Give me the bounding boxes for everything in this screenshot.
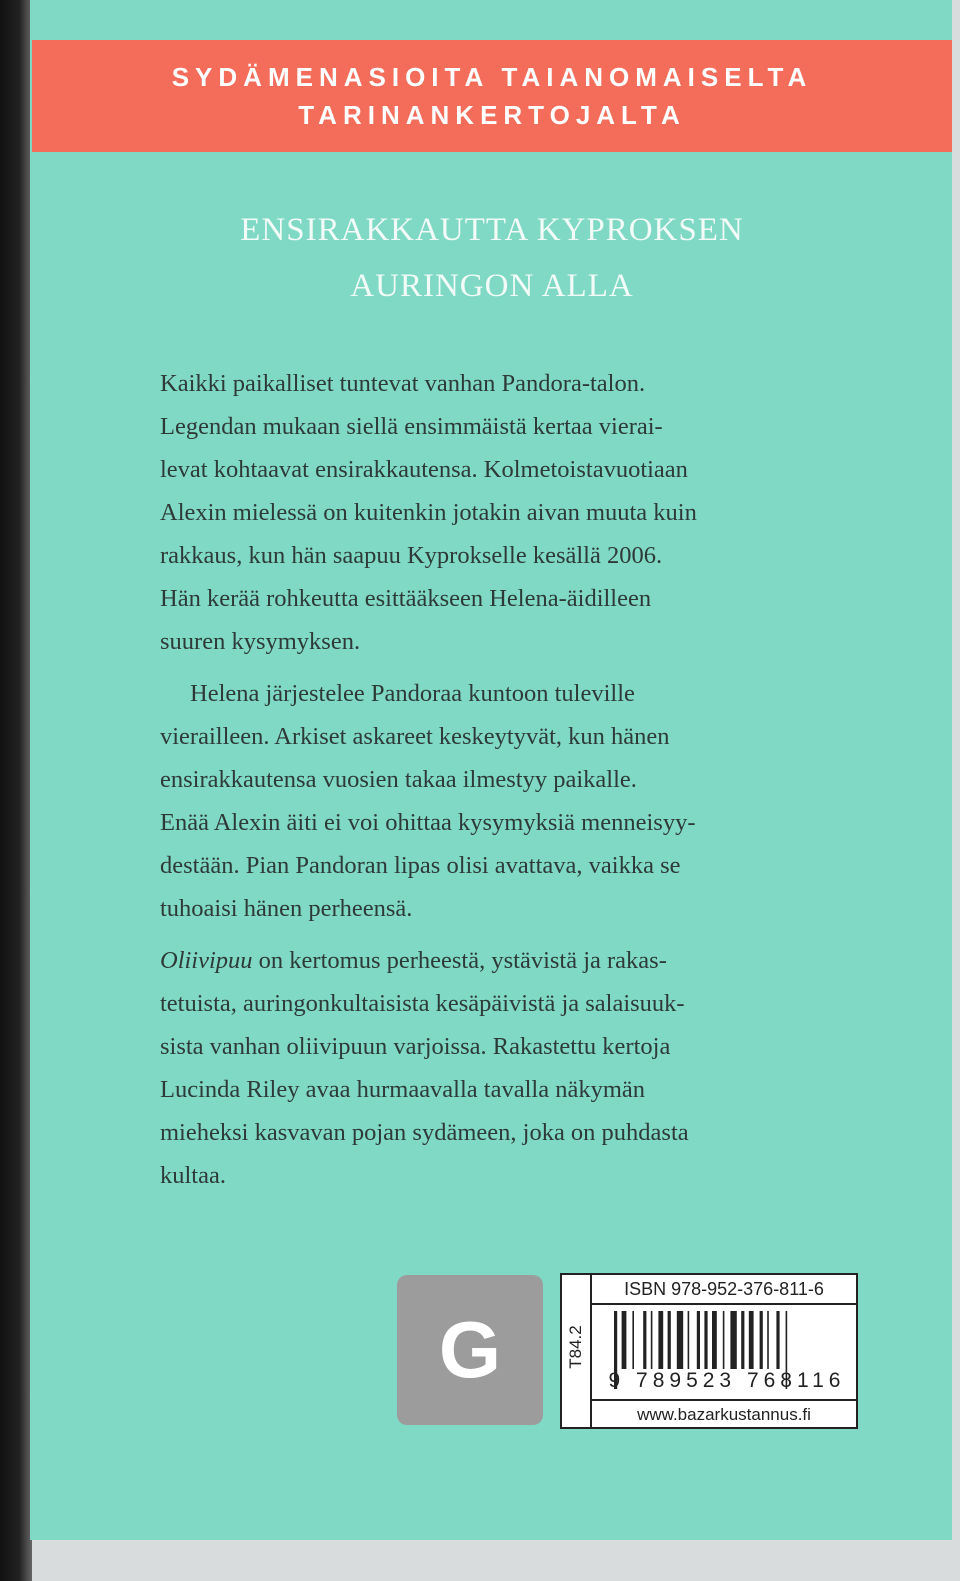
classification-code: T84.2	[566, 1325, 585, 1369]
isbn-label: ISBN 978-952-376-811-6	[592, 1275, 856, 1305]
text-line: vierailleen. Arkiset askareet keskeytyvät, kun hänen	[160, 723, 670, 750]
paragraph-2	[160, 672, 880, 930]
text-line: sista vanhan oliivipuun varjoissa. Rakastettu kertoja	[160, 1033, 671, 1060]
text-line: kultaa.	[160, 1162, 226, 1189]
publisher-url: www.bazarkustannus.fi	[592, 1399, 856, 1429]
rating-badge: G	[397, 1275, 543, 1425]
text-line: ensirakkautensa vuosien takaa ilmestyy paikalle.	[160, 766, 637, 793]
book-title: Oliivipuu	[160, 947, 253, 974]
text-line: Helena järjestelee Pandoraa kuntoon tuleville	[190, 680, 635, 707]
text-line: Hän kerää rohkeutta esittääkseen Helena-äidilleen	[160, 585, 652, 612]
text-line: levat kohtaavat ensirakkautensa. Kolmetoistavuotiaan	[160, 456, 688, 483]
barcode-digits: 9 789523 768116	[608, 1369, 846, 1392]
barcode-box	[560, 1273, 858, 1429]
subtitle-line-1: ENSIRAKKAUTTA KYPROKSEN	[240, 212, 744, 248]
text-line: Enää Alexin äiti ei voi ohittaa kysymyksiä menneisyy-	[160, 809, 696, 836]
book-spine-edge	[0, 0, 32, 1581]
tagline-line-2: TARINANKERTOJALTA	[298, 100, 686, 130]
text-fragment: on kertomus perheestä, ystävistä ja rakas-	[252, 947, 667, 974]
text-line: Legendan mukaan siellä ensimmäistä kertaa vierai-	[160, 413, 663, 440]
tagline-line-1: SYDÄMENASIOITA TAIANOMAISELTA	[171, 62, 813, 92]
text-line: Alexin mielessä on kuitenkin jotakin aivan muuta kuin	[160, 499, 697, 526]
text-line	[160, 939, 880, 982]
text-line: tuhoaisi hänen perheensä.	[160, 895, 413, 922]
text-line: tetuista, auringonkultaisista kesäpäivistä ja salaisuuk-	[160, 990, 685, 1017]
text-line: rakkaus, kun hän saapuu Kyprokselle kesällä 2006.	[160, 542, 663, 569]
blurb	[160, 362, 880, 1197]
text-line: suuren kysymyksen.	[160, 628, 361, 655]
tagline-band	[32, 40, 952, 152]
paragraph-3	[160, 939, 880, 1197]
text-line: Lucinda Riley avaa hurmaavalla tavalla näkymän	[160, 1076, 646, 1103]
subtitle-line-2: AURINGON ALLA	[350, 268, 634, 304]
paragraph-1	[160, 362, 880, 663]
text-line: mieheksi kasvavan pojan sydämeen, joka on puhdasta	[160, 1119, 689, 1146]
text-line: destään. Pian Pandoran lipas olisi avattava, vaikka se	[160, 852, 681, 879]
text-line: Kaikki paikalliset tuntevat vanhan Pandora-talon.	[160, 370, 646, 397]
